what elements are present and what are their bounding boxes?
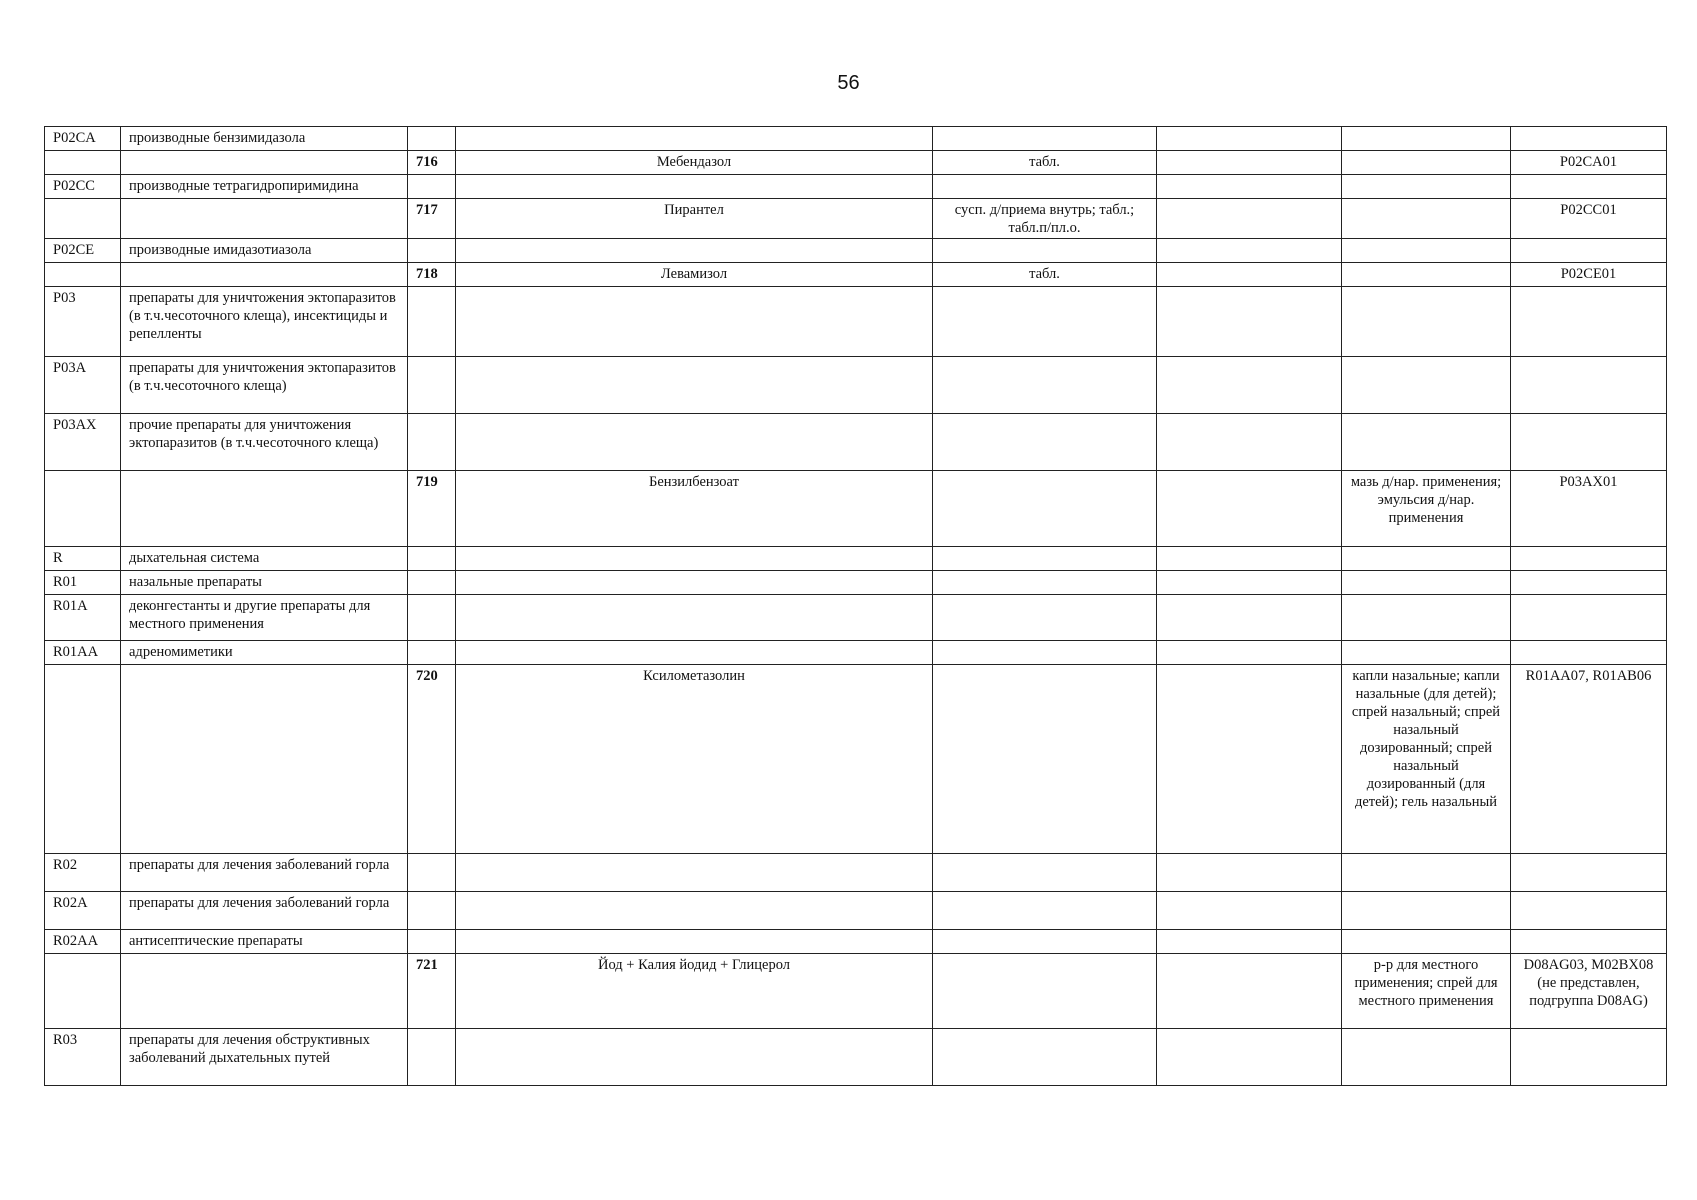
group-description-cell: назальные препараты	[121, 571, 408, 595]
table-row	[45, 127, 1667, 151]
drug-name-cell	[456, 571, 933, 595]
prescription-form-cell	[1342, 175, 1511, 199]
atc-drug-code-cell: P02CA01	[1511, 151, 1667, 175]
item-number-cell	[408, 127, 456, 151]
atc-code-cell: P03AX	[45, 414, 121, 471]
item-number-cell	[408, 175, 456, 199]
atc-code-cell	[45, 199, 121, 239]
atc-drug-code-cell	[1511, 239, 1667, 263]
atc-drug-code-cell: P02CC01	[1511, 199, 1667, 239]
table-row	[45, 357, 1667, 414]
prescription-form-cell	[1342, 547, 1511, 571]
atc-code-cell	[45, 665, 121, 854]
prescription-form-cell	[1342, 127, 1511, 151]
dosage-form-cell: табл.	[933, 151, 1157, 175]
extra-cell	[1157, 127, 1342, 151]
table-row	[45, 954, 1667, 1029]
prescription-form-cell	[1342, 930, 1511, 954]
table-row	[45, 1029, 1667, 1086]
table-row	[45, 595, 1667, 641]
item-number-cell: 718	[408, 263, 456, 287]
group-description-cell: адреномиметики	[121, 641, 408, 665]
atc-drug-code-cell: P03AX01	[1511, 471, 1667, 547]
extra-cell	[1157, 930, 1342, 954]
item-number-cell	[408, 239, 456, 263]
item-number-cell	[408, 547, 456, 571]
extra-cell	[1157, 1029, 1342, 1086]
drug-name-cell	[456, 1029, 933, 1086]
drug-name-cell	[456, 357, 933, 414]
drug-name-cell: Пирантел	[456, 199, 933, 239]
group-description-cell: препараты для лечения обструктивных заболеваний дыхательных путей	[121, 1029, 408, 1086]
item-number-cell: 721	[408, 954, 456, 1029]
item-number-cell: 720	[408, 665, 456, 854]
extra-cell	[1157, 471, 1342, 547]
atc-code-cell: R01	[45, 571, 121, 595]
dosage-form-cell	[933, 127, 1157, 151]
extra-cell	[1157, 641, 1342, 665]
dosage-form-cell	[933, 641, 1157, 665]
atc-drug-code-cell: D08AG03, M02BX08 (не представлен, подгруппа D08AG)	[1511, 954, 1667, 1029]
drug-name-cell	[456, 641, 933, 665]
item-number-cell	[408, 1029, 456, 1086]
group-description-cell	[121, 263, 408, 287]
atc-code-cell: R02AA	[45, 930, 121, 954]
item-number-cell	[408, 571, 456, 595]
prescription-form-cell	[1342, 239, 1511, 263]
item-number-cell	[408, 595, 456, 641]
drug-name-cell: Ксилометазолин	[456, 665, 933, 854]
table-row	[45, 892, 1667, 930]
prescription-form-cell	[1342, 199, 1511, 239]
group-description-cell: прочие препараты для уничтожения эктопаразитов (в т.ч.чесоточного клеща)	[121, 414, 408, 471]
prescription-form-cell	[1342, 287, 1511, 357]
prescription-form-cell	[1342, 854, 1511, 892]
extra-cell	[1157, 547, 1342, 571]
extra-cell	[1157, 287, 1342, 357]
atc-code-cell: P03A	[45, 357, 121, 414]
page-number: 56	[837, 72, 860, 94]
drug-name-cell	[456, 239, 933, 263]
item-number-cell: 717	[408, 199, 456, 239]
group-description-cell: препараты для уничтожения эктопаразитов (в т.ч.чесоточного клеща), инсектициды и репелленты	[121, 287, 408, 357]
group-description-cell: препараты для лечения заболеваний горла	[121, 892, 408, 930]
atc-drug-code-cell: R01AA07, R01AB06	[1511, 665, 1667, 854]
extra-cell	[1157, 571, 1342, 595]
drug-name-cell	[456, 892, 933, 930]
group-description-cell: антисептические препараты	[121, 930, 408, 954]
group-description-cell: производные бензимидазола	[121, 127, 408, 151]
atc-drug-code-cell	[1511, 571, 1667, 595]
group-description-cell	[121, 199, 408, 239]
table-row	[45, 854, 1667, 892]
prescription-form-cell: мазь д/нар. применения; эмульсия д/нар. применения	[1342, 471, 1511, 547]
prescription-form-cell	[1342, 263, 1511, 287]
dosage-form-cell	[933, 1029, 1157, 1086]
dosage-form-cell	[933, 954, 1157, 1029]
group-description-cell	[121, 471, 408, 547]
atc-code-cell	[45, 151, 121, 175]
atc-drug-code-cell	[1511, 175, 1667, 199]
drug-name-cell	[456, 414, 933, 471]
atc-drug-code-cell	[1511, 892, 1667, 930]
dosage-form-cell: сусп. д/приема внутрь; табл.; табл.п/пл.о.	[933, 199, 1157, 239]
atc-drug-code-cell	[1511, 641, 1667, 665]
table-row	[45, 471, 1667, 547]
atc-drug-code-cell	[1511, 547, 1667, 571]
table-row	[45, 414, 1667, 471]
atc-code-cell: P02CE	[45, 239, 121, 263]
group-description-cell	[121, 665, 408, 854]
dosage-form-cell	[933, 357, 1157, 414]
prescription-form-cell	[1342, 151, 1511, 175]
prescription-form-cell: р-р для местного применения; спрей для местного применения	[1342, 954, 1511, 1029]
table-row	[45, 199, 1667, 239]
atc-drug-code-cell	[1511, 595, 1667, 641]
group-description-cell: препараты для уничтожения эктопаразитов (в т.ч.чесоточного клеща)	[121, 357, 408, 414]
prescription-form-cell	[1342, 414, 1511, 471]
atc-drug-code-cell	[1511, 287, 1667, 357]
item-number-cell	[408, 414, 456, 471]
atc-drug-code-cell	[1511, 127, 1667, 151]
atc-code-cell: R01AA	[45, 641, 121, 665]
item-number-cell	[408, 287, 456, 357]
item-number-cell	[408, 641, 456, 665]
extra-cell	[1157, 854, 1342, 892]
drug-table	[44, 126, 1667, 1086]
item-number-cell	[408, 892, 456, 930]
atc-code-cell: P02CC	[45, 175, 121, 199]
prescription-form-cell	[1342, 1029, 1511, 1086]
dosage-form-cell	[933, 287, 1157, 357]
extra-cell	[1157, 595, 1342, 641]
drug-name-cell: Бензилбензоат	[456, 471, 933, 547]
atc-drug-code-cell	[1511, 854, 1667, 892]
atc-code-cell	[45, 263, 121, 287]
atc-code-cell: P02CA	[45, 127, 121, 151]
dosage-form-cell	[933, 471, 1157, 547]
prescription-form-cell	[1342, 641, 1511, 665]
table-row	[45, 665, 1667, 854]
drug-name-cell	[456, 595, 933, 641]
dosage-form-cell: табл.	[933, 263, 1157, 287]
atc-drug-code-cell	[1511, 357, 1667, 414]
extra-cell	[1157, 892, 1342, 930]
dosage-form-cell	[933, 175, 1157, 199]
table-body	[45, 127, 1667, 1086]
drug-name-cell: Левамизол	[456, 263, 933, 287]
prescription-form-cell	[1342, 571, 1511, 595]
item-number-cell	[408, 930, 456, 954]
drug-name-cell	[456, 547, 933, 571]
group-description-cell: деконгестанты и другие препараты для местного применения	[121, 595, 408, 641]
dosage-form-cell	[933, 571, 1157, 595]
extra-cell	[1157, 357, 1342, 414]
item-number-cell	[408, 854, 456, 892]
drug-name-cell: Йод + Калия йодид + Глицерол	[456, 954, 933, 1029]
atc-code-cell: R	[45, 547, 121, 571]
group-description-cell	[121, 151, 408, 175]
drug-name-cell: Мебендазол	[456, 151, 933, 175]
table-row	[45, 175, 1667, 199]
atc-code-cell: R01A	[45, 595, 121, 641]
extra-cell	[1157, 954, 1342, 1029]
prescription-form-cell: капли назальные; капли назальные (для детей); спрей назальный; спрей назальный дозированный; спрей назальный дозированный (для детей); гель назальный	[1342, 665, 1511, 854]
dosage-form-cell	[933, 665, 1157, 854]
group-description-cell: производные тетрагидропиримидина	[121, 175, 408, 199]
extra-cell	[1157, 665, 1342, 854]
extra-cell	[1157, 151, 1342, 175]
table-row	[45, 571, 1667, 595]
extra-cell	[1157, 175, 1342, 199]
dosage-form-cell	[933, 892, 1157, 930]
group-description-cell: препараты для лечения заболеваний горла	[121, 854, 408, 892]
table-row	[45, 151, 1667, 175]
table-row	[45, 641, 1667, 665]
group-description-cell: производные имидазотиазола	[121, 239, 408, 263]
atc-code-cell: R02	[45, 854, 121, 892]
item-number-cell	[408, 357, 456, 414]
atc-code-cell	[45, 471, 121, 547]
dosage-form-cell	[933, 854, 1157, 892]
dosage-form-cell	[933, 414, 1157, 471]
prescription-form-cell	[1342, 595, 1511, 641]
drug-name-cell	[456, 854, 933, 892]
prescription-form-cell	[1342, 892, 1511, 930]
atc-drug-code-cell: P02CE01	[1511, 263, 1667, 287]
dosage-form-cell	[933, 595, 1157, 641]
drug-name-cell	[456, 127, 933, 151]
item-number-cell: 716	[408, 151, 456, 175]
atc-drug-code-cell	[1511, 930, 1667, 954]
drug-name-cell	[456, 287, 933, 357]
table-row	[45, 547, 1667, 571]
dosage-form-cell	[933, 930, 1157, 954]
prescription-form-cell	[1342, 357, 1511, 414]
dosage-form-cell	[933, 547, 1157, 571]
drug-name-cell	[456, 930, 933, 954]
atc-code-cell: R02A	[45, 892, 121, 930]
table-row	[45, 239, 1667, 263]
atc-code-cell: R03	[45, 1029, 121, 1086]
extra-cell	[1157, 414, 1342, 471]
item-number-cell: 719	[408, 471, 456, 547]
group-description-cell: дыхательная система	[121, 547, 408, 571]
drug-name-cell	[456, 175, 933, 199]
atc-drug-code-cell	[1511, 414, 1667, 471]
extra-cell	[1157, 263, 1342, 287]
dosage-form-cell	[933, 239, 1157, 263]
extra-cell	[1157, 199, 1342, 239]
atc-drug-code-cell	[1511, 1029, 1667, 1086]
table-row	[45, 287, 1667, 357]
table-row	[45, 263, 1667, 287]
atc-code-cell	[45, 954, 121, 1029]
group-description-cell	[121, 954, 408, 1029]
table-row	[45, 930, 1667, 954]
atc-code-cell: P03	[45, 287, 121, 357]
extra-cell	[1157, 239, 1342, 263]
